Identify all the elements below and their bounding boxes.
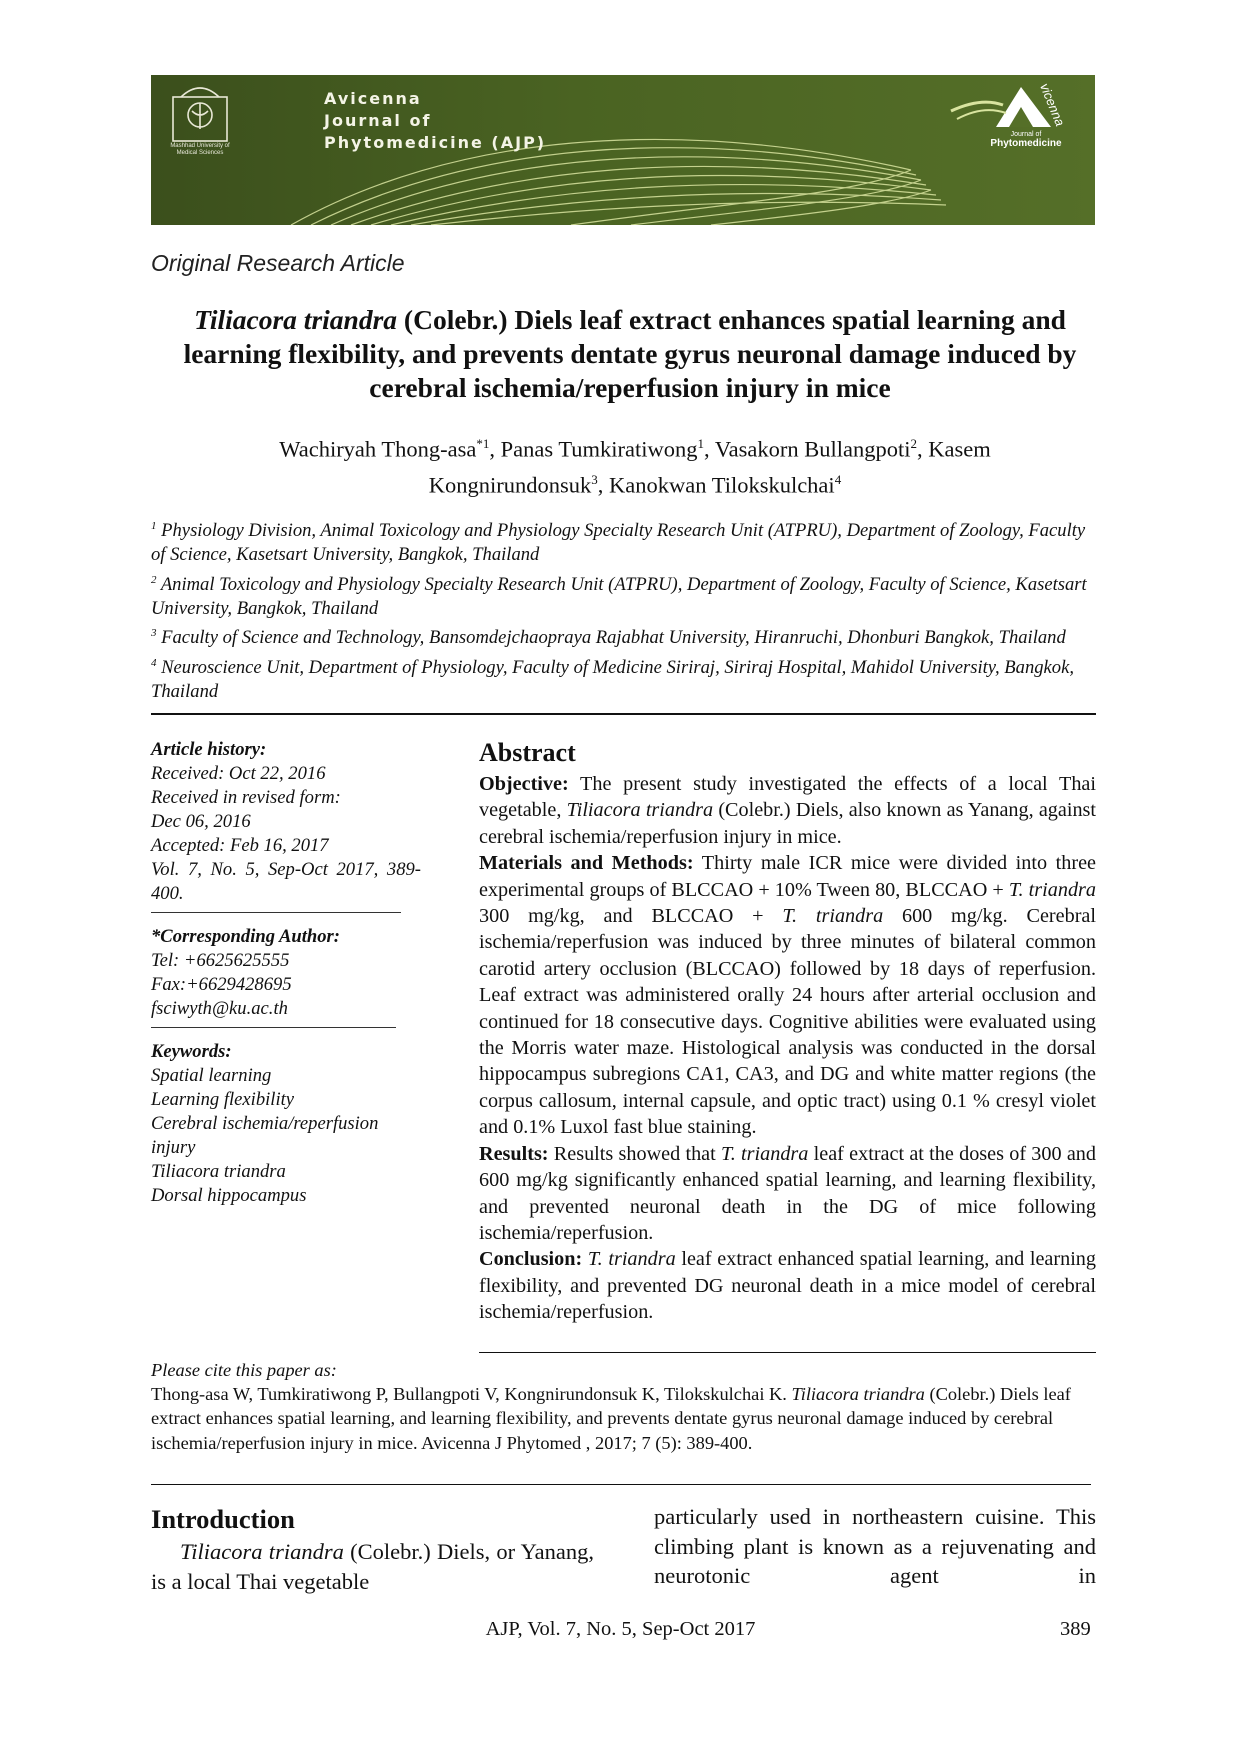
citation-rest: (Colebr.) Diels leaf extract enhances spatial learning, and learning flexibility, and prevents dentate gyrus neuronal damage induced by cerebral ischemia/reperfusion injury in mice. Avicenna J Phytomed , 2017; 7 (5): 389-400. bbox=[151, 1384, 1071, 1453]
author-affil-mark: 1 bbox=[697, 436, 705, 451]
title-rest: (Colebr.) Diels leaf extract enhances spatial learning and learning flexibility, and prevents dentate gyrus neuronal damage induced by cerebral ischemia/reperfusion injury in mice bbox=[183, 304, 1077, 403]
affiliation-text: Faculty of Science and Technology, Bansomdejchaopraya Rajabhat University, Hiranruchi, Dhonburi Bangkok, Thailand bbox=[161, 627, 1066, 649]
author-affil-mark: *1 bbox=[476, 436, 490, 451]
introduction-column-1 bbox=[151, 1502, 594, 1596]
corresponding-tel: Tel: +6625625555 bbox=[151, 950, 290, 971]
article-info-column bbox=[151, 738, 421, 1208]
affiliation-number: 4 bbox=[151, 656, 157, 669]
abstract-methods bbox=[479, 850, 1096, 1140]
results-species: T. triandra bbox=[721, 1142, 809, 1165]
abstract-objective bbox=[479, 771, 1096, 850]
history-heading: Article history: bbox=[151, 739, 267, 760]
corresponding-heading: *Corresponding Author: bbox=[151, 926, 340, 947]
objective-species: Tiliacora triandra bbox=[566, 799, 714, 822]
citation-block bbox=[151, 1358, 1096, 1455]
abstract-section bbox=[479, 737, 1096, 1326]
logo-vicenna-text: vicenna bbox=[1037, 81, 1068, 129]
citation-text bbox=[151, 1382, 1096, 1455]
author-name: Wachiryah Thong-asa bbox=[279, 436, 477, 462]
keyword-item: Dorsal hippocampus bbox=[151, 1185, 307, 1206]
corresponding-email[interactable]: fsciwyth@ku.ac.th bbox=[151, 998, 288, 1019]
affiliation-number: 3 bbox=[151, 627, 157, 640]
affiliation-text: Physiology Division, Animal Toxicology and Physiology Specialty Research Unit (ATPRU), Department of Zoology, Faculty of Science, Kasetsart University, Bangkok, Thailand bbox=[151, 520, 1086, 566]
affiliation-text: Neuroscience Unit, Department of Physiology, Faculty of Medicine Siriraj, Siriraj Hospital, Mahidol University, Bangkok, Thailand bbox=[151, 656, 1075, 702]
introduction-column-2: particularly used in northeastern cuisine. This climbing plant is known as a rejuvenating and neurotonic agent in bbox=[654, 1504, 1096, 1588]
conclusion-label: Conclusion: bbox=[479, 1248, 583, 1271]
author-separator: , bbox=[704, 436, 715, 462]
author-separator: , bbox=[916, 436, 929, 462]
objective-label: Objective: bbox=[479, 773, 569, 795]
intro-species: Tiliacora triandra bbox=[180, 1539, 344, 1564]
author-name: Kasem Kongnirundonsuk bbox=[428, 436, 991, 497]
author-affil-mark: 2 bbox=[910, 436, 917, 451]
methods-label: Materials and Methods: bbox=[479, 852, 694, 875]
history-received: Received: Oct 22, 2016 bbox=[151, 763, 326, 784]
article-type-label: Original Research Article bbox=[151, 250, 405, 276]
citation-species: Tiliacora triandra bbox=[791, 1384, 925, 1405]
keyword-item: Spatial learning bbox=[151, 1065, 272, 1086]
title-species: Tiliacora triandra bbox=[194, 304, 398, 335]
journal-name-line1: Avicenna bbox=[324, 89, 422, 108]
introduction-paragraph bbox=[151, 1537, 594, 1596]
journal-banner bbox=[151, 75, 1095, 225]
author-separator: , bbox=[597, 472, 610, 497]
journal-name-line2: Journal of bbox=[324, 111, 432, 130]
logo-sub-phytomedicine: Phytomedicine bbox=[990, 138, 1062, 149]
objective-text: (Colebr.) Diels, also known as Yanang, against cerebral ischemia/reperfusion injury in mice. bbox=[479, 799, 1097, 848]
author-name: Vasakorn Bullangpoti bbox=[714, 436, 911, 462]
info-separator bbox=[151, 1027, 396, 1028]
affiliations bbox=[151, 514, 1096, 704]
avicenna-logo-icon bbox=[951, 87, 1051, 127]
paper-title bbox=[175, 303, 1085, 405]
info-separator bbox=[151, 912, 401, 913]
history-revised: Dec 06, 2016 bbox=[151, 811, 251, 832]
keyword-item: Learning flexibility bbox=[151, 1089, 295, 1110]
results-label: Results: bbox=[479, 1142, 549, 1165]
abstract-heading: Abstract bbox=[479, 738, 576, 767]
keywords-heading: Keywords: bbox=[151, 1041, 232, 1062]
introduction-heading: Introduction bbox=[151, 1504, 295, 1534]
journal-name-line3: Phytomedicine (AJP) bbox=[324, 133, 547, 152]
footer-page-number: 389 bbox=[1060, 1618, 1091, 1640]
methods-text: 300 mg/kg, and BLCCAO + bbox=[479, 905, 783, 928]
intro-text: (Colebr.) Diels, or Yanang, is a local Thai vegetable bbox=[151, 1539, 594, 1594]
methods-text: 600 mg/kg. Cerebral ischemia/reperfusion was induced by three minutes of bilateral common carotid artery occlusion (BLCCAO) followed by 18 days of reperfusion. Leaf extract was administered orally 24 hours after arterial occlusion and continued for 18 consecutive days. Cognitive abilities were evaluated using the Morris water maze. Histological analysis was conducted in the dorsal hippocampus subregions CA1, CA3, and DG and white matter regions (the corpus callosum, internal capsule, and optic tract) using 0.1 % cresyl violet and 0.1% Luxol fast blue staining. bbox=[479, 905, 1096, 1139]
citation-label: Please cite this paper as: bbox=[151, 1360, 337, 1380]
results-text: Results showed that bbox=[548, 1142, 722, 1165]
affiliation-item bbox=[151, 651, 1096, 705]
university-name: Mashhad University of Medical Sciences bbox=[170, 143, 230, 156]
abstract-results bbox=[479, 1141, 1096, 1247]
affiliation-item bbox=[151, 514, 1096, 568]
logo-sub-journal-of: Journal of bbox=[1010, 131, 1042, 138]
author-name: Kanokwan Tilokskulchai bbox=[609, 472, 835, 497]
methods-species: T. triandra bbox=[782, 905, 884, 928]
results-text: leaf extract at the doses of 300 and 600 mg/kg significantly enhanced spatial learning, and learning flexibility, and prevented neuronal death in the DG of mice following ischemia/reperfusion. bbox=[479, 1142, 1096, 1244]
affiliation-number: 1 bbox=[151, 520, 157, 532]
history-accepted: Accepted: Feb 16, 2017 bbox=[151, 835, 329, 856]
corresponding-fax: Fax:+6629428695 bbox=[151, 974, 292, 995]
author-affil-mark: 3 bbox=[591, 471, 598, 487]
affiliation-number: 2 bbox=[151, 573, 157, 586]
university-emblem-icon bbox=[173, 88, 227, 141]
affiliation-item bbox=[151, 568, 1096, 622]
affiliation-item bbox=[151, 621, 1096, 650]
keyword-item: Tiliacora triandra bbox=[151, 1161, 286, 1182]
footer-journal-info: AJP, Vol. 7, No. 5, Sep-Oct 2017 bbox=[485, 1618, 756, 1640]
abstract-conclusion bbox=[479, 1246, 1096, 1325]
history-revised-label: Received in revised form: bbox=[151, 787, 341, 808]
author-separator: , bbox=[489, 436, 501, 462]
keyword-item: Cerebral ischemia/reperfusion injury bbox=[151, 1113, 379, 1158]
banner-wave-art bbox=[151, 75, 1095, 225]
history-volume: Vol. 7, No. 5, Sep-Oct 2017, 389-400. bbox=[151, 859, 421, 904]
citation-authors: Thong-asa W, Tumkiratiwong P, Bullangpoti V, Kongnirundonsuk K, Tilokskulchai K. bbox=[151, 1384, 792, 1405]
methods-text: Thirty male ICR mice were divided into three experimental groups of BLCCAO + 10% Tween 80, BLCCAO + bbox=[479, 852, 1097, 901]
conclusion-text: leaf extract enhanced spatial learning, and learning flexibility, and prevented DG neuronal death in a mice model of cerebral ischemia/reperfusion. bbox=[479, 1248, 1096, 1324]
author-name: Panas Tumkiratiwong bbox=[500, 436, 698, 462]
section-divider bbox=[151, 713, 1096, 715]
author-affil-mark: 4 bbox=[834, 471, 842, 487]
abstract-divider bbox=[479, 1352, 1096, 1353]
methods-species: T. triandra bbox=[1008, 878, 1096, 901]
affiliation-text: Animal Toxicology and Physiology Specialty Research Unit (ATPRU), Department of Zoology, Faculty of Science, Kasetsart University, Bangkok, Thailand bbox=[151, 573, 1087, 619]
author-list bbox=[200, 429, 1070, 500]
citation-divider bbox=[151, 1484, 1091, 1485]
objective-text: The present study investigated the effects of a local Thai vegetable, bbox=[479, 773, 1096, 822]
conclusion-species: T. triandra bbox=[587, 1248, 676, 1271]
